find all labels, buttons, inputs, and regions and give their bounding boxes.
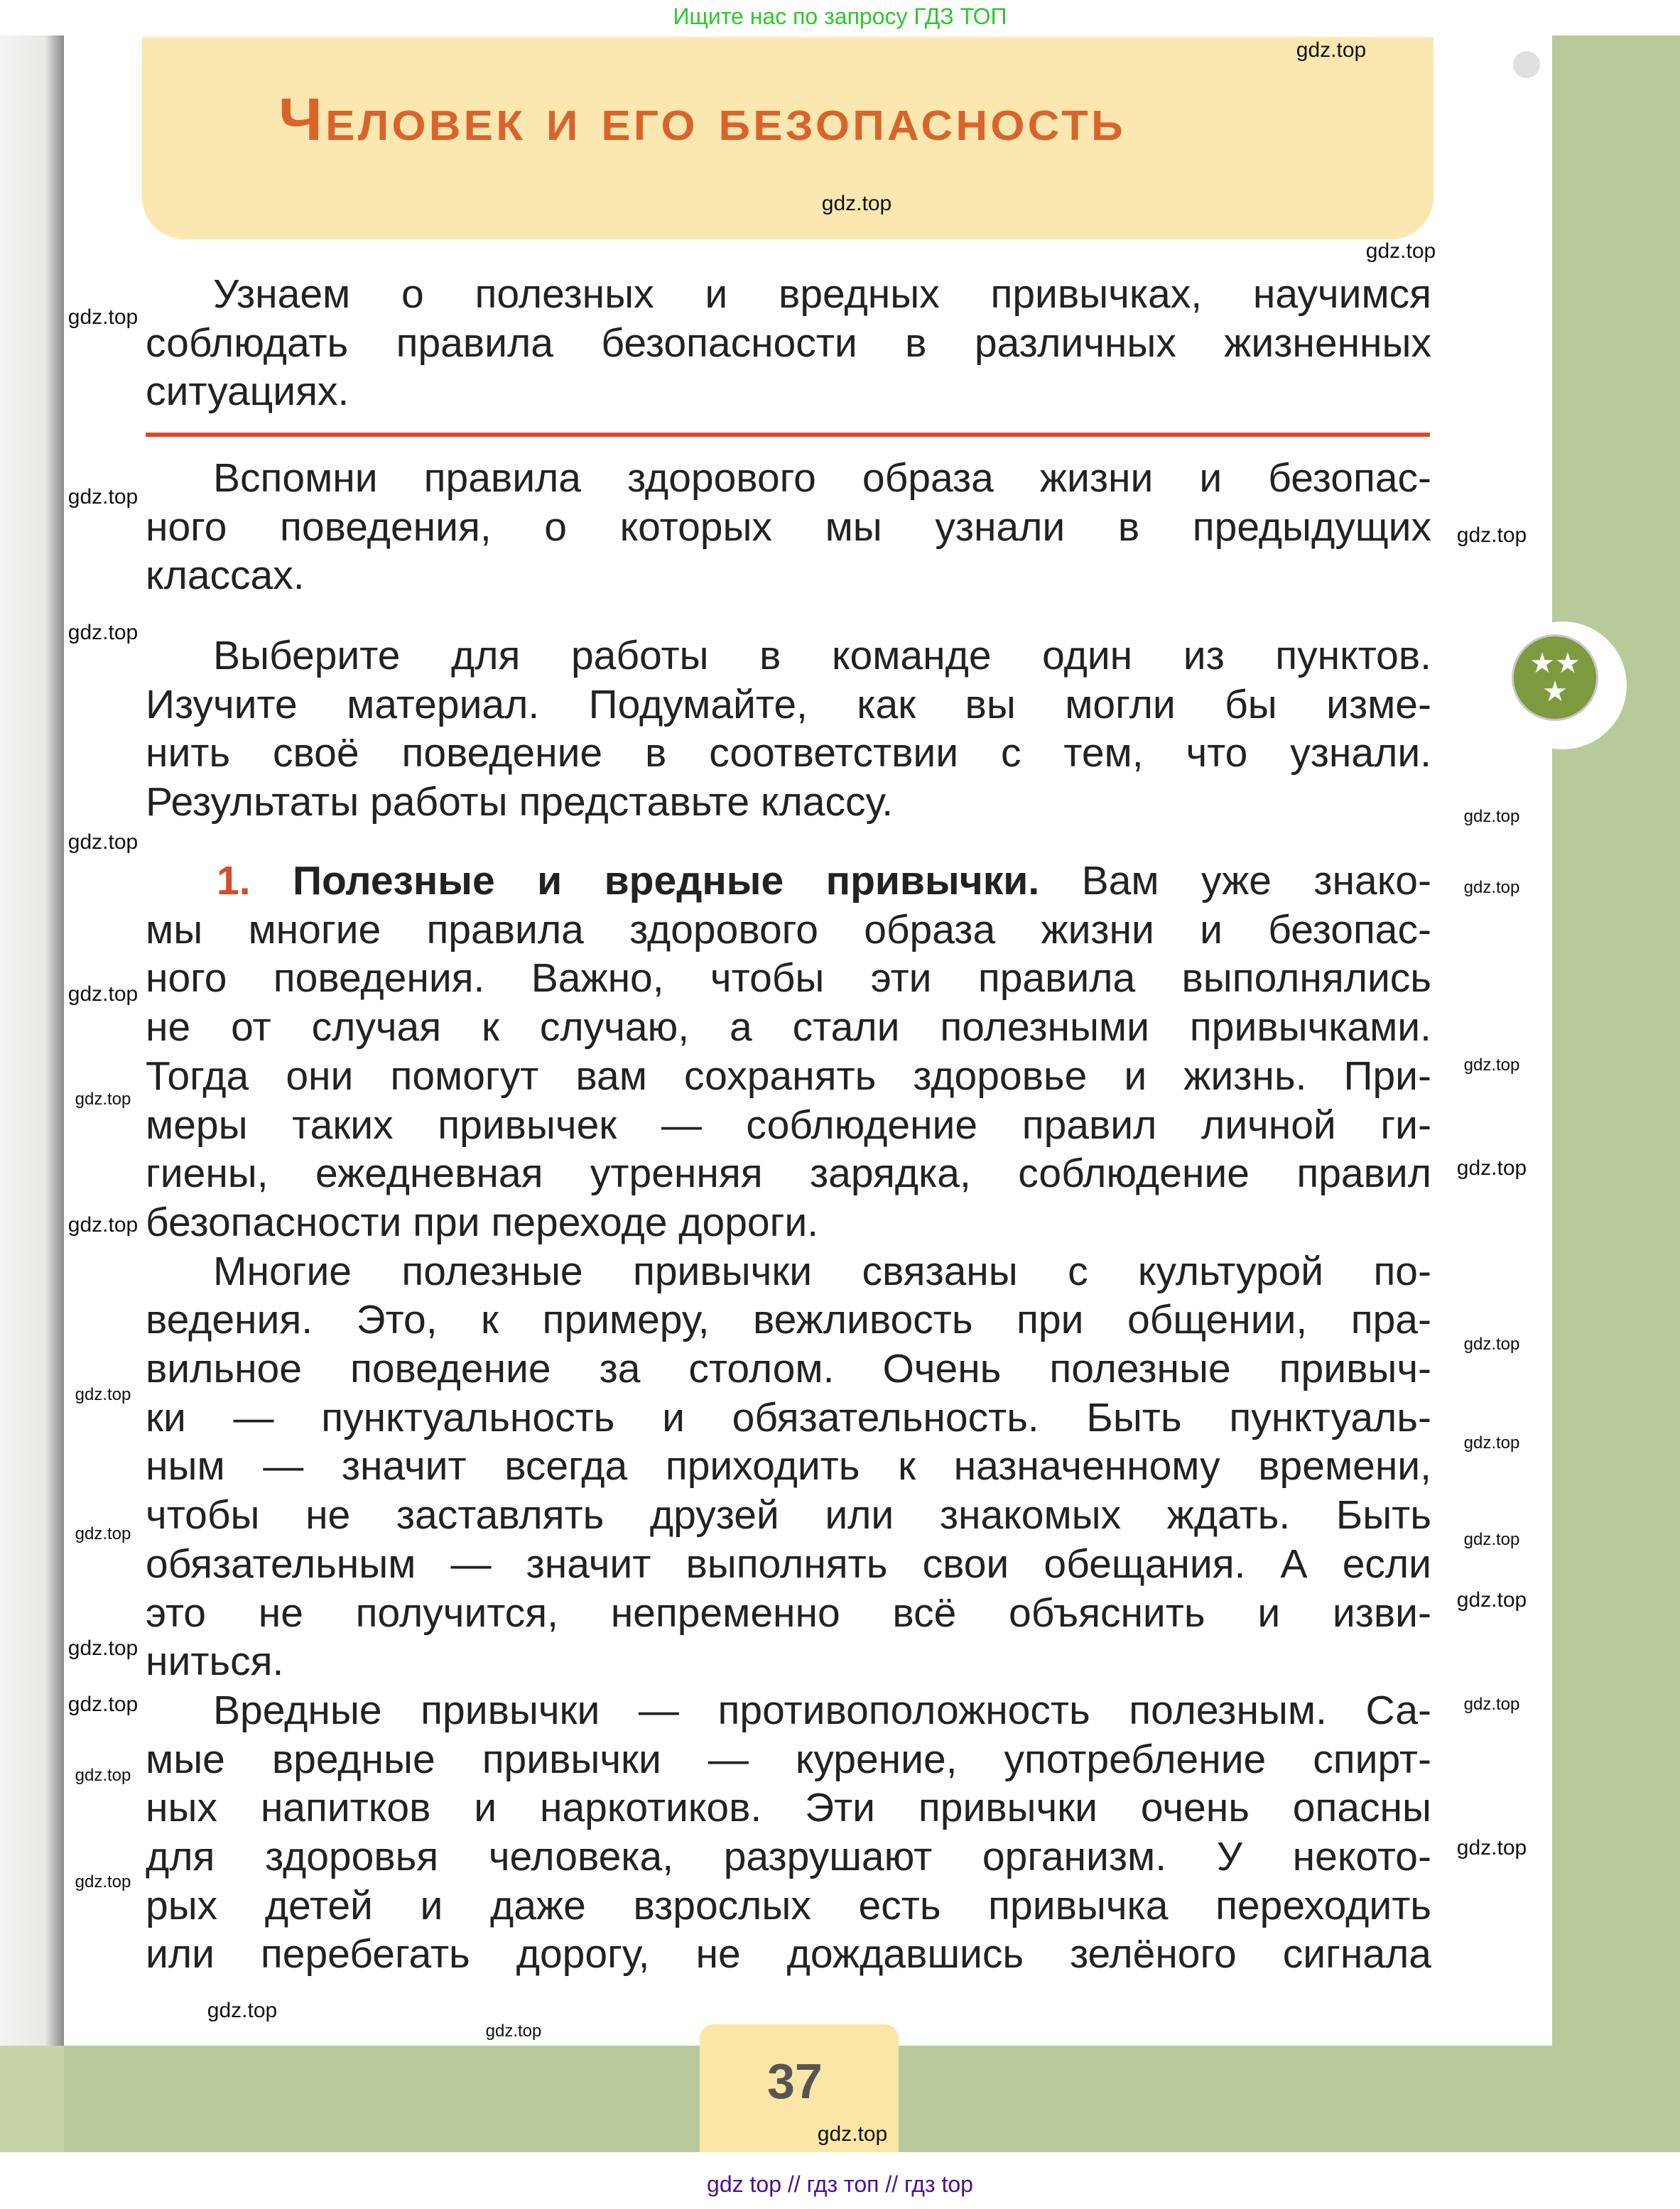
bottom-band-left xyxy=(0,2046,67,2152)
text-line: мы многие правила здорового образа жизни и безопас- xyxy=(146,906,1431,952)
watermark-text: gdz.top xyxy=(1463,1695,1520,1714)
top-search-banner: Ищите нас по запросу ГДЗ ТОП xyxy=(673,4,1007,29)
watermark-text: gdz.top xyxy=(67,1693,139,1716)
text-line: ного поведения, о которых мы узнали в предыдущих xyxy=(146,504,1431,550)
watermark-text: gdz.top xyxy=(75,1090,131,1109)
watermark-text: gdz.top xyxy=(75,1872,131,1892)
text-line: Вредные привычки — противоположность полезным. Са- xyxy=(213,1687,1431,1733)
watermark-text: gdz.top xyxy=(75,1524,131,1543)
watermark-text: gdz.top xyxy=(1365,239,1436,263)
text-line: мые вредные привычки — курение, употребление спирт- xyxy=(146,1736,1431,1782)
text-line: нить своё поведение в соответствии с тем, что узнали. xyxy=(146,730,1431,776)
left-page-edge xyxy=(0,36,64,2152)
text-line: для здоровья человека, разрушают организм. У некото- xyxy=(146,1834,1431,1879)
line-text: Вам уже знако- xyxy=(1039,858,1431,903)
text-line: Многие полезные привычки связаны с культурой по- xyxy=(213,1248,1431,1294)
text-line: Изучите материал. Подумайте, как вы могли бы изме- xyxy=(146,681,1431,727)
text-line: вильное поведение за столом. Очень полезные привыч- xyxy=(146,1346,1431,1391)
watermark-text: gdz.top xyxy=(207,1999,278,2022)
text-line: ведения. Это, к примеру, вежливость при общении, пра- xyxy=(146,1297,1431,1343)
text-line xyxy=(217,857,1431,905)
watermark-text: gdz.top xyxy=(1456,1156,1527,1180)
watermark-text: gdz.top xyxy=(1463,1530,1520,1549)
text-line: или перебегать дорогу, не дождавшись зелёного сигнала xyxy=(146,1931,1431,1977)
watermark-text: gdz.top xyxy=(67,485,139,509)
text-line: Тогда они помогут вам сохранять здоровье и жизнь. При- xyxy=(146,1053,1431,1099)
text-line: Результаты работы представьте классу. xyxy=(146,779,894,825)
bottom-watermark-banner: gdz top // гдз топ // гдз top xyxy=(0,2159,1680,2207)
watermark-text: gdz.top xyxy=(67,305,139,329)
text-line: ниться. xyxy=(146,1639,284,1685)
text-line: ного поведения. Важно, чтобы эти правила выполнялись xyxy=(146,955,1431,1002)
watermark-text: gdz.top xyxy=(485,2021,542,2041)
text-line: ки — пунктуальность и обязательность. Быть пунктуаль- xyxy=(146,1394,1431,1440)
text-line: рых детей и даже взрослых есть привычка переходить xyxy=(146,1882,1431,1928)
watermark-text: gdz.top xyxy=(67,1213,139,1237)
text-line: соблюдать правила безопасности в различных жизненных xyxy=(146,320,1431,366)
chapter-title: Человек и его безопасность xyxy=(278,86,1126,153)
text-line: ситуациях. xyxy=(146,369,349,415)
text-line: гиены, ежедневная утренняя зарядка, соблюдение правил xyxy=(146,1151,1431,1197)
section-title: Полезные и вредные привычки. xyxy=(293,858,1040,903)
text-line: Вспомни правила здорового образа жизни и безопас- xyxy=(213,455,1431,501)
right-decorative-band xyxy=(1552,36,1680,2152)
section-number: 1. xyxy=(217,858,251,903)
watermark-text: gdz.top xyxy=(1456,1588,1527,1612)
page-number: 37 xyxy=(767,2053,823,2109)
page-hole-decoration xyxy=(1513,51,1540,78)
watermark-text: gdz.top xyxy=(67,982,139,1006)
text-line: обязательным — значит выполнять свои обещания. А если xyxy=(146,1541,1431,1587)
three-stars-icon: ★★ ★ xyxy=(1512,634,1598,721)
watermark-text: gdz.top xyxy=(75,1385,131,1404)
watermark-text: gdz.top xyxy=(1463,1335,1520,1354)
text-line: ным — значит всегда приходить к назначенному времени, xyxy=(146,1443,1431,1489)
watermark-text: gdz.top xyxy=(821,192,892,215)
watermark-text: gdz.top xyxy=(1296,38,1367,62)
watermark-text: gdz.top xyxy=(817,2122,888,2146)
intro-divider xyxy=(146,433,1430,437)
text-line: меры таких привычек — соблюдение правил личной ги- xyxy=(146,1102,1431,1148)
watermark-text: gdz.top xyxy=(1463,878,1520,897)
watermark-text: gdz.top xyxy=(1463,1433,1520,1453)
watermark-text: gdz.top xyxy=(67,830,139,854)
text-line: Узнаем о полезных и вредных привычках, научимся xyxy=(213,271,1431,317)
text-line: Выберите для работы в команде один из пунктов. xyxy=(213,633,1431,678)
watermark-text: gdz.top xyxy=(67,1637,139,1660)
watermark-text: gdz.top xyxy=(1456,523,1527,547)
text-line: классах. xyxy=(146,553,305,599)
text-line: не от случая к случаю, а стали полезными привычками. xyxy=(146,1004,1431,1051)
watermark-text: gdz.top xyxy=(1456,1836,1527,1860)
text-line: это не получится, непременно всё объяснить и изви- xyxy=(146,1590,1431,1636)
text-line: чтобы не заставлять друзей или знакомых ждать. Быть xyxy=(146,1492,1431,1538)
watermark-text: gdz.top xyxy=(75,1766,131,1785)
watermark-text: gdz.top xyxy=(1463,807,1520,826)
text-line: ных напитков и наркотиков. Эти привычки очень опасны xyxy=(146,1785,1431,1831)
watermark-text: gdz.top xyxy=(1463,1055,1520,1075)
watermark-text: gdz.top xyxy=(67,621,139,644)
text-line: безопасности при переходе дороги. xyxy=(146,1199,819,1245)
